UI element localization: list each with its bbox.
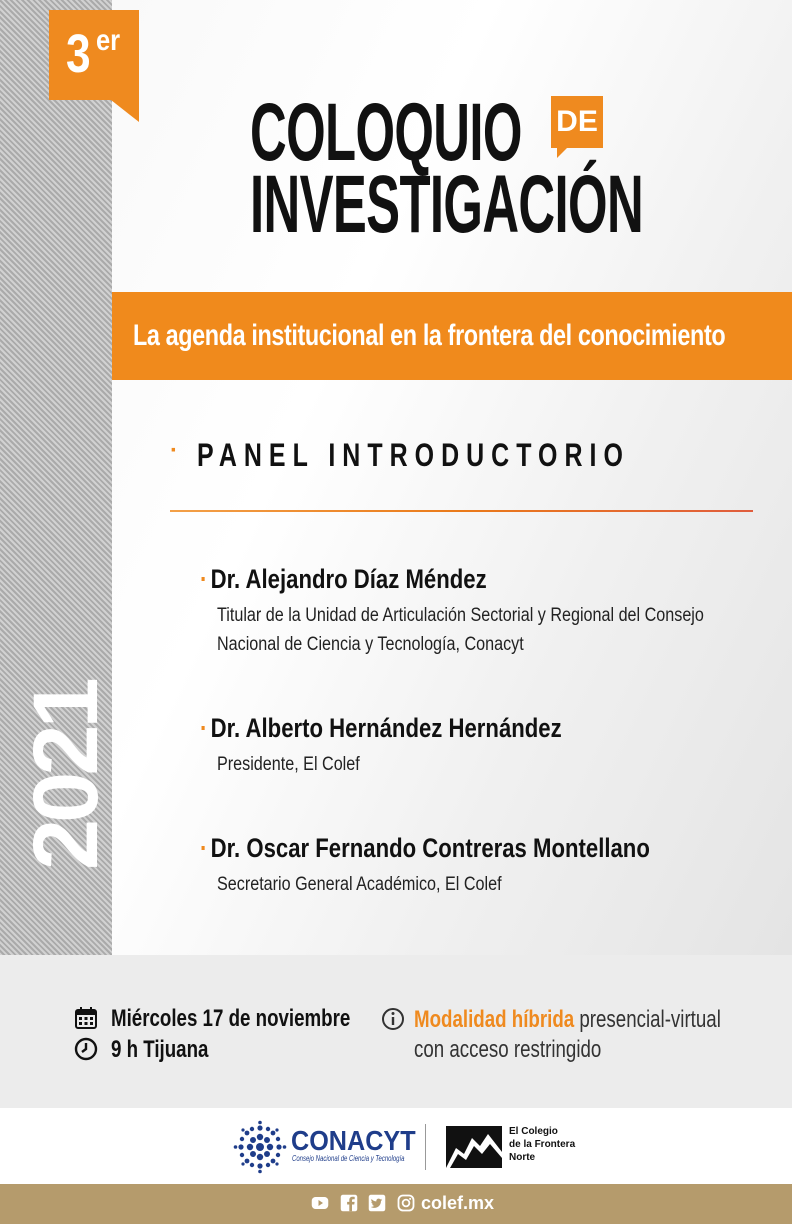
event-modality xyxy=(414,1005,721,1035)
speaker-role-line: Secretario General Académico, El Colef xyxy=(217,874,502,895)
modality-rest: presencial-virtual xyxy=(579,1006,721,1033)
edition-badge xyxy=(49,10,139,100)
title-connector-badge: DE xyxy=(551,96,603,148)
colef-logo-text xyxy=(509,1125,575,1164)
edition-suffix: er xyxy=(96,24,121,57)
section-bullet: · xyxy=(170,437,178,464)
speaker-role-line: Nacional de Ciencia y Tecnología, Conacyt xyxy=(217,634,524,655)
title-line-1: COLOQUIO xyxy=(250,87,522,178)
colef-logo-line: Norte xyxy=(509,1152,536,1163)
modality-highlight: Modalidad híbrida xyxy=(414,1006,575,1033)
logo-divider xyxy=(425,1124,426,1170)
colef-logo-line: El Colegio xyxy=(509,1126,558,1137)
instagram-icon[interactable] xyxy=(397,1194,415,1212)
speaker-name xyxy=(200,563,659,595)
info-icon xyxy=(381,1007,405,1031)
youtube-icon[interactable] xyxy=(311,1194,329,1212)
event-access: con acceso restringido xyxy=(414,1036,602,1063)
event-date: Miércoles 17 de noviembre xyxy=(111,1005,351,1032)
speaker-1 xyxy=(200,563,760,659)
title-line-2: INVESTIGACIÓN xyxy=(250,159,644,250)
clock-icon xyxy=(74,1037,98,1061)
speaker-bullet: · xyxy=(200,564,208,594)
conacyt-logo-subtitle: Consejo Nacional de Ciencia y Tecnología xyxy=(292,1154,405,1163)
footer-band xyxy=(0,1184,792,1224)
footer-website-link[interactable]: colef.mx xyxy=(421,1193,495,1213)
speaker-role xyxy=(217,750,727,779)
speaker-role xyxy=(217,601,727,659)
speaker-name xyxy=(200,832,659,864)
speaker-bullet: · xyxy=(200,713,208,743)
year-label: 2021 xyxy=(15,681,117,870)
conacyt-logo-icon xyxy=(233,1120,287,1174)
speaker-name xyxy=(200,712,659,744)
colef-logo-icon xyxy=(446,1126,502,1168)
subtitle-text: La agenda institucional en la frontera del conocimiento xyxy=(133,319,726,352)
edition-number: 3 xyxy=(66,24,89,84)
speaker-name-text: Dr. Oscar Fernando Contreras Montellano xyxy=(210,833,650,863)
section-divider xyxy=(170,510,753,512)
section-heading: PANEL INTRODUCTORIO xyxy=(197,437,630,473)
speaker-name-text: Dr. Alejandro Díaz Méndez xyxy=(210,564,487,594)
twitter-icon[interactable] xyxy=(368,1194,386,1212)
calendar-icon xyxy=(74,1006,98,1030)
speaker-bullet: · xyxy=(200,833,208,863)
colef-logo-line: de la Frontera xyxy=(509,1139,576,1150)
facebook-icon[interactable] xyxy=(340,1194,358,1212)
speaker-role-line: Titular de la Unidad de Articulación Sectorial y Regional del Consejo xyxy=(217,605,704,626)
speaker-2 xyxy=(200,712,760,779)
speaker-3 xyxy=(200,832,760,899)
conacyt-logo-text: CONACYT xyxy=(291,1125,416,1156)
event-time: 9 h Tijuana xyxy=(111,1036,209,1063)
speaker-name-text: Dr. Alberto Hernández Hernández xyxy=(210,713,562,743)
speaker-role-line: Presidente, El Colef xyxy=(217,754,360,775)
speaker-role xyxy=(217,870,727,899)
subtitle-banner xyxy=(112,292,792,380)
